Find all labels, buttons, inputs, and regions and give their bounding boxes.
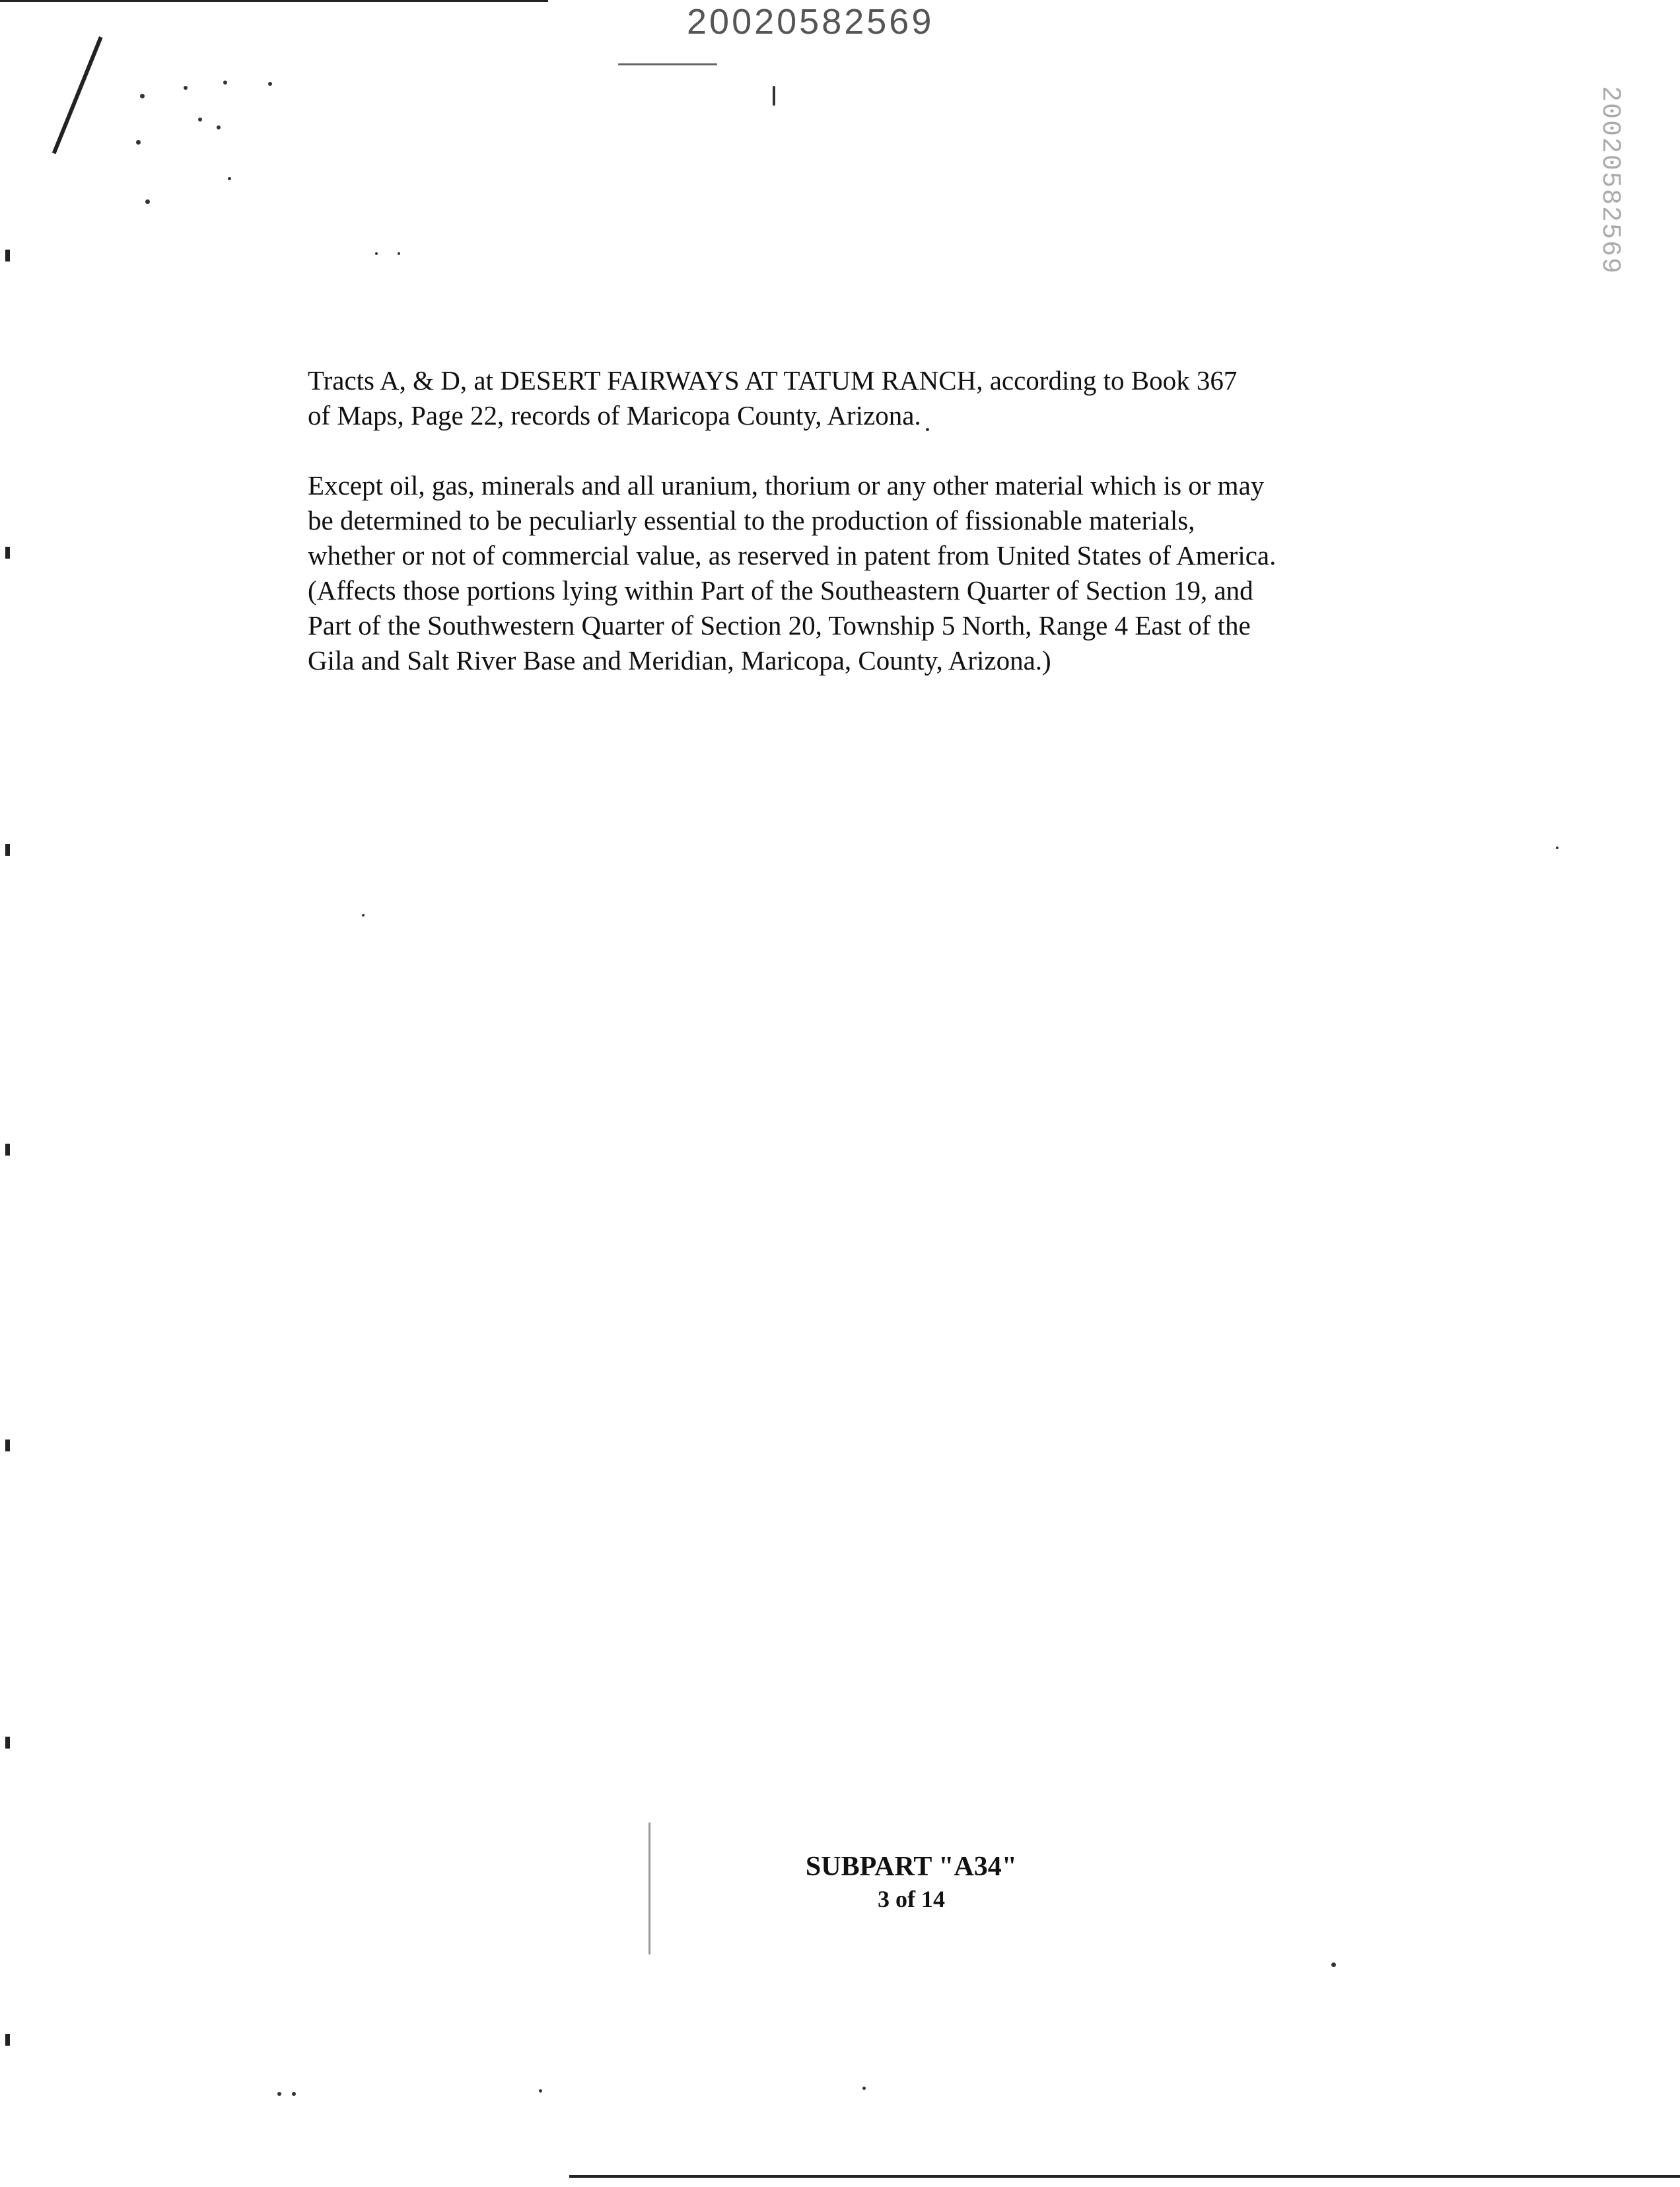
text-line: (Affects those portions lying within Part of the Southeastern Quarter of Section 19, and bbox=[308, 575, 1253, 606]
scan-speck bbox=[268, 82, 272, 86]
text-line: whether or not of commercial value, as reserved in patent from United States of America. bbox=[308, 540, 1277, 571]
scan-speck bbox=[217, 125, 221, 129]
page-number: 3 of 14 bbox=[878, 1886, 945, 1912]
scan-speck bbox=[223, 81, 227, 85]
scan-speck bbox=[277, 2092, 281, 2096]
text-line: be determined to be peculiarly essential to the production of fissionable materials, bbox=[308, 505, 1195, 536]
text-line: Except oil, gas, minerals and all uranium, thorium or any other material which is or may bbox=[308, 470, 1265, 501]
bottom-scan-rule bbox=[569, 2175, 1680, 2178]
scan-speck bbox=[539, 2089, 542, 2093]
scan-speck bbox=[228, 177, 231, 180]
margin-tick bbox=[5, 1737, 10, 1749]
scan-speck bbox=[362, 914, 365, 917]
scan-speck bbox=[1556, 847, 1558, 849]
text-line: of Maps, Page 22, records of Maricopa County, Arizona. bbox=[308, 400, 921, 431]
text-line: Gila and Salt River Base and Meridian, Maricopa, County, Arizona.) bbox=[308, 645, 1051, 676]
scan-speck bbox=[648, 1822, 650, 1955]
scan-speck bbox=[618, 63, 717, 65]
margin-tick bbox=[5, 1144, 10, 1156]
text-line: Part of the Southwestern Quarter of Section 20, Township 5 North, Range 4 East of the bbox=[308, 610, 1251, 641]
page-footer bbox=[726, 1849, 1096, 1914]
scan-speck bbox=[145, 199, 150, 204]
scan-speck bbox=[140, 94, 145, 98]
text-line: Tracts A, & D, at DESERT FAIRWAYS AT TATUM RANCH, according to Book 367 bbox=[308, 365, 1238, 396]
exception-paragraph bbox=[308, 468, 1404, 678]
margin-tick bbox=[5, 1440, 10, 1451]
scan-speck bbox=[292, 2092, 296, 2096]
scan-speck bbox=[862, 2087, 866, 2090]
scan-speck bbox=[184, 86, 188, 90]
scan-speck bbox=[198, 118, 202, 122]
scan-speck bbox=[375, 252, 378, 255]
margin-tick bbox=[5, 547, 10, 559]
top-scan-rule bbox=[0, 0, 548, 2]
subpart-label: SUBPART "A34" bbox=[805, 1852, 1018, 1882]
scan-speck bbox=[136, 140, 141, 145]
side-recording-stamp bbox=[1585, 86, 1631, 297]
document-number: 20020582569 bbox=[687, 2, 934, 42]
margin-tick bbox=[5, 250, 10, 261]
side-stamp-text: 20020582569 bbox=[1595, 86, 1625, 275]
scan-speck bbox=[773, 86, 775, 106]
tract-paragraph bbox=[308, 363, 1404, 433]
scan-speck bbox=[398, 252, 400, 255]
handwritten-slash-mark bbox=[52, 36, 103, 154]
margin-tick bbox=[5, 844, 10, 856]
scan-speck bbox=[1331, 1962, 1336, 1967]
margin-tick bbox=[5, 2034, 10, 2046]
legal-description bbox=[308, 363, 1404, 678]
